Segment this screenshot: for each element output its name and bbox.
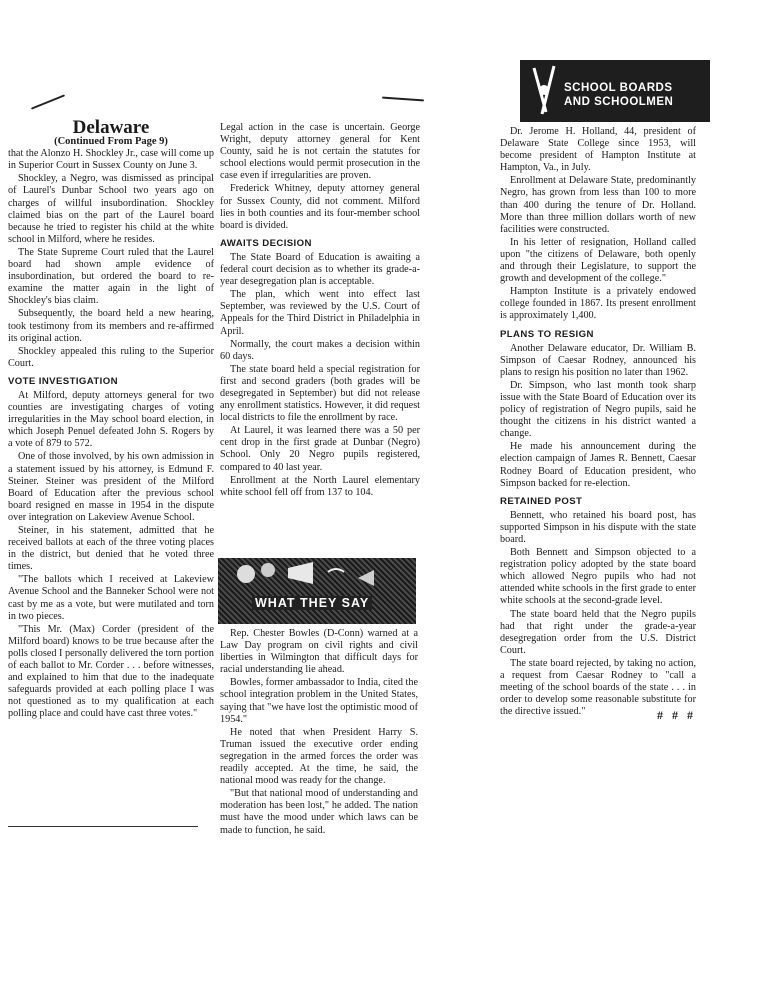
paragraph: Legal action in the case is uncertain. George Wright, deputy attorney general for Kent County, said he is not certain the statutes for school elections would permit prosecution in the case even if irregularities are proven. [220, 122, 420, 182]
page-title: Delaware [72, 117, 150, 138]
paragraph: The state board held a special registration for first and second graders (both grades will be desegregated in September) but did not release any enrollment statistics. However, it did request local districts to file the enrollment by race. [220, 363, 420, 424]
paragraph: "But that national mood of understanding and moderation has been lost," he added. The nation must have the mood under which laws can be made to function, he said. [220, 788, 418, 836]
paragraph: The state board rejected, by taking no action, a request from Caesar Rodney to "call a meeting of the school boards of the state . . . in order to develop some reasonable substitute for the directive issued." [500, 657, 696, 718]
paragraph: Hampton Institute is a privately endowed college founded in 1867. Its present enrollment is approximately 1,400. [500, 286, 696, 322]
paragraph: that the Alonzo H. Shockley Jr., case will come up in Superior Court in Sussex County on June 3. [8, 148, 214, 172]
banner-line-1: SCHOOL BOARDS [564, 82, 673, 94]
paragraph: "This Mr. (Max) Corder (president of the Milford board) knows to be true because after the polls closed I personally delivered the torn portion of each ballot to Mr. Corder . . . before witnesses, and explained to him that due to the inadequate safeguards provided at each polling place I was not questioned as to my qualification at each polling place and could have cast three votes." [8, 623, 214, 720]
paragraph: Subsequently, the board held a new hearing, took testimony from its members and re-affirmed its original action. [8, 308, 214, 344]
column-1 [8, 117, 214, 722]
paragraph: Both Bennett and Simpson objected to a registration policy adopted by the state board which allowed Negro pupils who had not attended white schools in the first grade to enter white schools at the second-grade level. [500, 547, 696, 607]
megaphone-illustration [218, 558, 416, 624]
paragraph: The State Supreme Court ruled that the Laurel board had shown ample evidence of insubordination, but ordered the board to re-examine the matter again in the light of Shockley's bias claim. [8, 246, 214, 307]
paragraph: At Milford, deputy attorneys general for two counties are investigating charges of voting irregularities in the May school board election, in which Joseph Penuel defeated John S. Rogers by a vote of 879 to 572. [8, 389, 214, 450]
paragraph: Another Delaware educator, Dr. William B. Simpson of Caesar Rodney, announced his plans to resign his position no later than 1962. [500, 342, 696, 378]
paragraph: The State Board of Education is awaiting a federal court decision as to whether its grade-a-year desegregation plan is acceptable. [220, 251, 420, 288]
paragraph: Steiner, in his statement, admitted that he received ballots at each of the three voting places in the district, but denied that he voted three times. [8, 525, 214, 573]
paragraph: Dr. Simpson, who last month took sharp issue with the State Board of Education over its policy of registration of Negro pupils, said he thought the citizens in his district wanted a change. [500, 379, 696, 440]
paragraph: One of those involved, by his own admission in a statement issued by his attorney, is Edmund F. Steiner. Steiner was president of the Milford Board of Education after the previous school board resigned en masse in 1954 in the dispute over integration on Lakeview Avenue School. [8, 451, 214, 523]
school-boards-banner [520, 60, 710, 122]
subheading: VOTE INVESTIGATION [8, 375, 118, 387]
column-1-bottom-rule [8, 826, 198, 827]
subheading: RETAINED POST [500, 495, 583, 507]
end-mark: # # # [657, 708, 696, 723]
banner-line-2: AND SCHOOLMEN [564, 96, 674, 108]
paragraph: Normally, the court makes a decision within 60 days. [220, 338, 420, 362]
paragraph: Enrollment at the North Laurel elementary white school fell off from 137 to 104. [220, 474, 420, 498]
pen-mark-left [31, 94, 65, 109]
column-3 [500, 126, 696, 722]
pen-mark-center [382, 97, 424, 102]
paragraph: The plan, which went into effect last September, was reviewed by the U.S. Court of Appeals for the Third District in Philadelphia in April. [220, 289, 420, 337]
paragraph: "The ballots which I received at Lakeview Avenue School and the Banneker School were not cast by me as a vote, but were mutilated and torn in two pieces. [8, 574, 214, 622]
subheading: AWAITS DECISION [220, 237, 312, 249]
paragraph: He noted that when President Harry S. Truman issued the executive order ending segregation in the armed forces the order was readily accepted. At the time, he said, the national mood was ready for the change. [220, 726, 418, 787]
paragraph: The state board held that the Negro pupils had that right under the grade-a-year desegregation order from the U.S. District Court. [500, 608, 696, 656]
subheading: PLANS TO RESIGN [500, 328, 594, 340]
column-2-lower [220, 628, 418, 838]
continued-note: (Continued From Page 9) [54, 136, 168, 148]
what-they-say-label: WHAT THEY SAY [252, 596, 372, 610]
paragraph: Bennett, who retained his board post, has supported Simpson in his dispute with the state board. [500, 509, 696, 545]
paragraph: In his letter of resignation, Holland called upon "the citizens of Delaware, both openly and through their Legislature, to support the growth and development of the college." [500, 236, 696, 285]
paragraph: He made his announcement during the election campaign of James R. Bennett, Caesar Rodney Board of Education president, who Simpson backed for re-election. [500, 441, 696, 489]
paragraph: Bowles, former ambassador to India, cited the school integration problem in the United States, saying that "we have lost the optimistic mood of 1954." [220, 677, 418, 725]
paragraph: Shockley, a Negro, was dismissed as principal of Laurel's Dunbar School two years ago on charges of willful insubordination. Shockley claimed bias on the part of the Laurel board because he tried to register his child at the white school in Milford, where he resides. [8, 173, 214, 245]
paragraph: Shockley appealed this ruling to the Superior Court. [8, 345, 214, 369]
paragraph: At Laurel, it was learned there was a 50 per cent drop in the first grade at Dunbar (Negro) School. Only 20 Negro pupils registered, compared to 40 last year. [220, 425, 420, 473]
paragraph: Dr. Jerome H. Holland, 44, president of Delaware State College since 1953, will become president of Hampton Institute at Hampton, Va., in July. [500, 126, 696, 174]
paragraph: Frederick Whitney, deputy attorney general for Sussex County, did not comment. Milford lies in both counties and its four-member school board is divided. [220, 183, 420, 231]
paragraph: Enrollment at Delaware State, predominantly Negro, has grown from less than 100 to more than 400 during the tenure of Dr. Holland. More than three million dollars worth of new facilities were constructed. [500, 175, 696, 235]
school-bell-icon [524, 60, 564, 122]
column-2 [220, 122, 420, 500]
paragraph: Rep. Chester Bowles (D-Conn) warned at a Law Day program on civil rights and civil liberties in Wilmington that difficult days for racial understanding lie ahead. [220, 628, 418, 676]
what-they-say-banner [218, 558, 416, 624]
